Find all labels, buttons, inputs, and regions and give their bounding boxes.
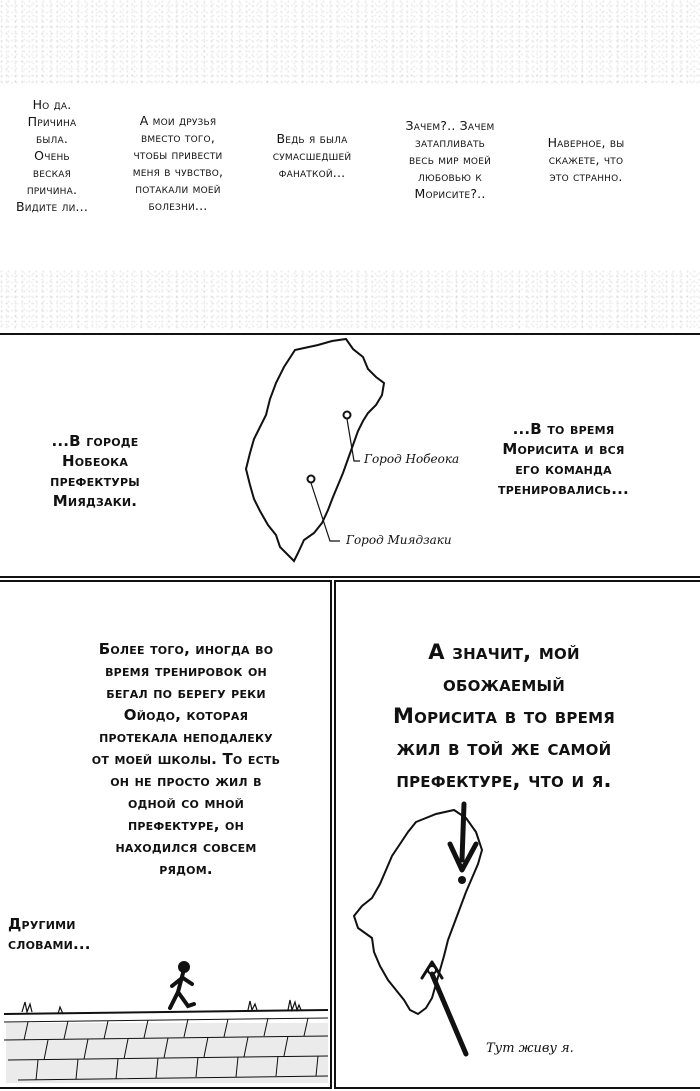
embankment-top bbox=[4, 1010, 328, 1014]
caption-same-prefecture: А значит, мой обожаемый Морисита в то время жил в той же самой префектуре, что и я. bbox=[393, 640, 615, 792]
caption-strange: Наверное, вы скажете, что это странно. bbox=[547, 135, 625, 184]
caption-friends: А мои друзья вместо того, чтобы привести меня в чувство, потакали моей болезни... bbox=[132, 113, 224, 213]
top-screentone bbox=[0, 0, 700, 85]
prefecture-map-small bbox=[336, 582, 700, 1091]
nobeoka-marker bbox=[344, 412, 351, 419]
river-panel bbox=[0, 580, 332, 1089]
wall-shading bbox=[6, 1023, 328, 1083]
riverbank-illustration bbox=[0, 582, 334, 1091]
label-nobeoka-city: Город Нобеока bbox=[364, 452, 460, 466]
top-narration-panel bbox=[0, 80, 700, 300]
caption-other-words: Другими словами... bbox=[8, 915, 91, 953]
miyazaki-marker bbox=[308, 476, 315, 483]
embankment-rail bbox=[4, 1018, 328, 1022]
caption-reason: Но да. Причина была. Очень веская причина. Видите ли... bbox=[15, 97, 89, 214]
here-i-live-panel bbox=[334, 580, 700, 1089]
label-here-i-live: Тут живу я. bbox=[486, 1041, 574, 1056]
caption-why-flood: Зачем?.. Зачем затапливать весь мир моей любовью к Морисите?.. bbox=[405, 118, 495, 201]
caption-fanatic: Ведь я была сумасшедшей фанаткой... bbox=[272, 131, 352, 180]
label-miyazaki-city: Город Миядзаки bbox=[346, 533, 452, 547]
runner-figure bbox=[170, 961, 194, 1008]
caption-team-training: ...В то время Морисита и вся его команда тренировались... bbox=[498, 420, 629, 498]
map-panel bbox=[0, 333, 700, 578]
nobeoka-dot bbox=[458, 876, 466, 884]
caption-nobeoka-city: ...В городе Нобеока префектуры Миядзаки. bbox=[50, 432, 140, 510]
prefecture-outline bbox=[246, 339, 384, 561]
caption-river-oyodo: Более того, иногда во время тренировок он бегал по берегу реки Ойодо, которая протекала неподалеку от моей школы. То есть он не просто жил в одной со мной префектуре, он находился совсем рядом. bbox=[91, 640, 281, 878]
